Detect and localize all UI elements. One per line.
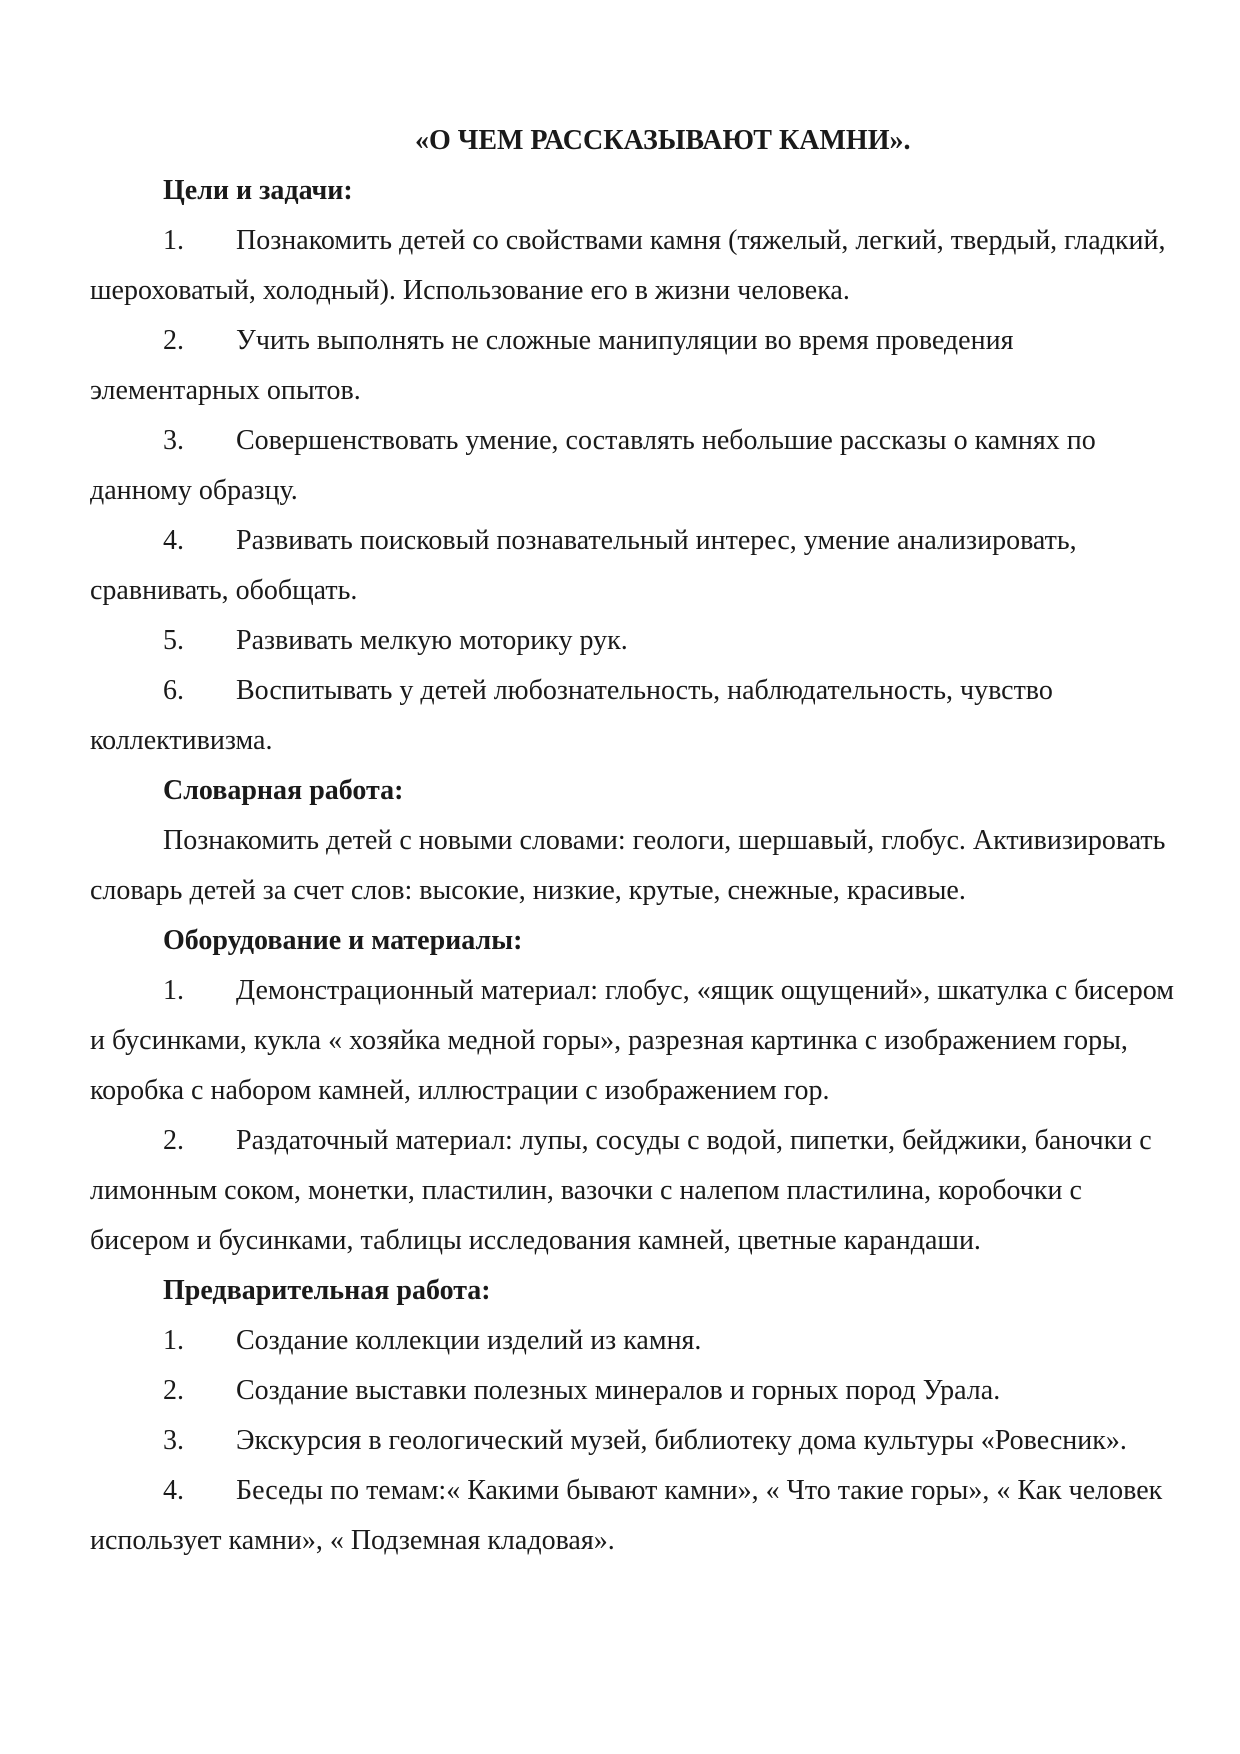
goals-item-2-text: Учить выполнять не сложные манипуляции во время проведения элементарных опытов. [90,325,1014,406]
goals-item-3 [90,416,1174,516]
preliminary-item-3-number: 3. [163,1425,184,1456]
preliminary-heading: Предварительная работа: [163,1275,491,1306]
preliminary-item-4 [90,1466,1174,1566]
preliminary-item-1-number: 1. [163,1325,184,1356]
goals-item-6-text: Воспитывать у детей любознательность, наблюдательность, чувство коллективизма. [90,675,1053,756]
document-title: «О ЧЕМ РАССКАЗЫВАЮТ КАМНИ». [415,125,911,156]
vocabulary-heading: Словарная работа: [163,775,404,806]
goals-item-5 [90,616,1174,666]
goals-item-4-text: Развивать поисковый познавательный интерес, умение анализировать, сравнивать, обобщать. [90,525,1077,606]
equipment-item-1 [90,966,1174,1116]
goals-item-2-number: 2. [163,325,184,356]
goals-item-4-number: 4. [163,525,184,556]
goals-item-5-number: 5. [163,625,184,656]
preliminary-item-1 [90,1316,1174,1366]
preliminary-item-2-number: 2. [163,1375,184,1406]
goals-item-3-number: 3. [163,425,184,456]
preliminary-item-3 [90,1416,1174,1466]
preliminary-item-1-text: Создание коллекции изделий из камня. [236,1325,702,1356]
goals-item-6-number: 6. [163,675,184,706]
preliminary-item-2 [90,1366,1174,1416]
preliminary-item-3-text: Экскурсия в геологический музей, библиотеку дома культуры «Ровесник». [236,1425,1127,1456]
vocabulary-text: Познакомить детей с новыми словами: геологи, шершавый, глобус. Активизировать словарь детей за счет слов: высокие, низкие, крутые, снежные, красивые. [90,825,1166,906]
equipment-item-2-text: Раздаточный материал: лупы, сосуды с водой, пипетки, бейджики, баночки с лимонным соком, монетки, пластилин, вазочки с налепом пластилина, коробочки с бисером и бусинками, таблицы исследования камней, цветные карандаши. [90,1125,1152,1256]
goals-item-6 [90,666,1174,766]
preliminary-item-2-text: Создание выставки полезных минералов и горных пород Урала. [236,1375,1001,1406]
equipment-item-1-text: Демонстрационный материал: глобус, «ящик ощущений», шкатулка с бисером и бусинками, кукла « хозяйка медной горы», разрезная картинка с изображением горы, коробка с набором камней, иллюстрации с изображением гор. [90,975,1174,1106]
goals-heading: Цели и задачи: [163,175,353,206]
equipment-item-2-number: 2. [163,1125,184,1156]
equipment-item-2 [90,1116,1174,1266]
goals-item-1-text: Познакомить детей со свойствами камня (тяжелый, легкий, твердый, гладкий, шероховатый, холодный). Использование его в жизни человека. [90,225,1166,306]
preliminary-item-4-number: 4. [163,1475,184,1506]
equipment-item-1-number: 1. [163,975,184,1006]
preliminary-item-4-text: Беседы по темам:« Какими бывают камни», « Что такие горы», « Как человек использует камни», « Подземная кладовая». [90,1475,1163,1556]
goals-item-4 [90,516,1174,616]
goals-item-5-text: Развивать мелкую моторику рук. [236,625,628,656]
equipment-heading: Оборудование и материалы: [163,925,523,956]
goals-item-1 [90,216,1174,316]
goals-item-2 [90,316,1174,416]
goals-item-1-number: 1. [163,225,184,256]
goals-item-3-text: Совершенствовать умение, составлять небольшие рассказы о камнях по данному образцу. [90,425,1096,506]
